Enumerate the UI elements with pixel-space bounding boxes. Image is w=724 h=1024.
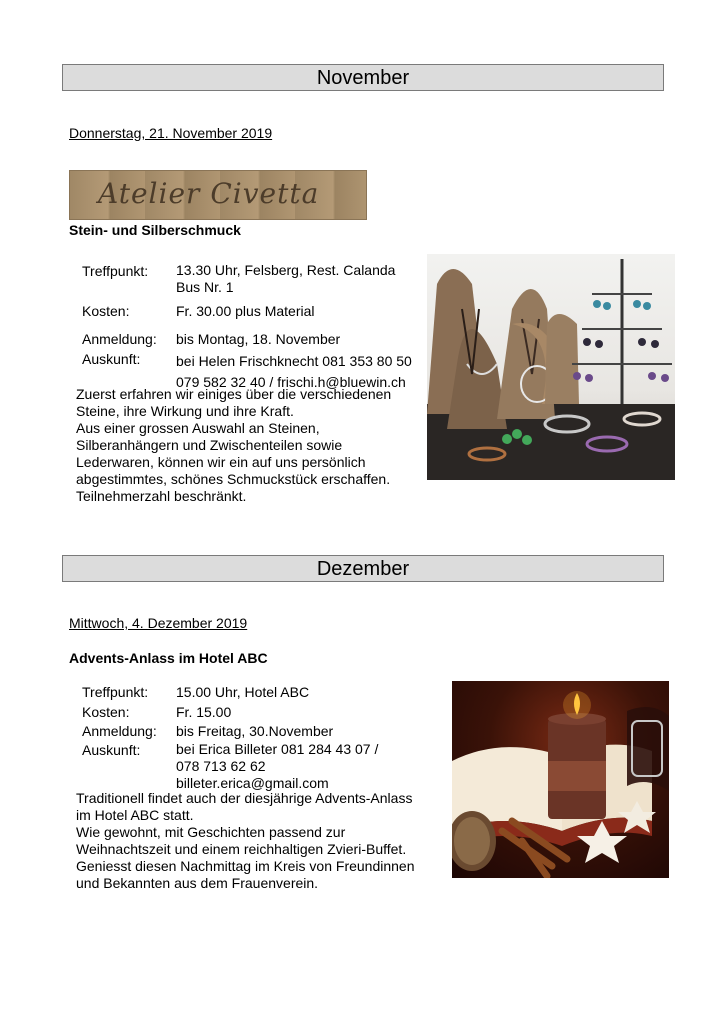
kosten-label-dezember: Kosten: — [82, 704, 130, 720]
treffpunkt-value: 13.30 Uhr, Felsberg, Rest. Calanda Bus Nr. 1 — [176, 262, 396, 295]
treffpunkt-value-dezember: 15.00 Uhr, Hotel ABC — [176, 684, 310, 700]
jewelry-illustration — [427, 254, 675, 480]
treffpunkt-label-dezember: Treffpunkt: — [82, 684, 149, 700]
month-header-dezember: Dezember — [62, 555, 664, 582]
auskunft-value: bei Helen Frischknecht 081 353 80 50 079 582 32 40 / frischi.h@bluewin.ch — [176, 353, 412, 390]
jewelry-display-photo — [427, 254, 675, 480]
auskunft-label-dezember: Auskunft: — [82, 742, 141, 758]
month-header-november: November — [62, 64, 664, 91]
auskunft-label: Auskunft: — [82, 351, 141, 367]
event-date-november: Donnerstag, 21. November 2019 — [69, 125, 273, 141]
advent-candle-photo — [452, 681, 669, 878]
anmeldung-label-dezember: Anmeldung: — [82, 723, 157, 739]
kosten-value-dezember: Fr. 15.00 — [176, 704, 232, 720]
anmeldung-label: Anmeldung: — [82, 331, 157, 347]
event-description-dezember: Traditionell findet auch der diesjährige Advents-Anlass im Hotel ABC statt. Wie gewohnt, mit Geschichten passend zur Weihnachtszeit und einem reichhaltigen Zvieri-Buffet. Geniesst diesen Nachmittag im Kreis von Freundinnen und Bekannten aus dem Frauenverein. — [76, 790, 415, 891]
event-title-dezember: Advents-Anlass im Hotel ABC — [69, 650, 268, 666]
auskunft-value-dezember: bei Erica Billeter 081 284 43 07 / 078 713 62 62 billeter.erica@gmail.com — [176, 741, 379, 791]
event-title-november: Stein- und Silberschmuck — [69, 222, 241, 238]
event-description-november: Zuerst erfahren wir einiges über die verschiedenen Steine, ihre Wirkung und ihre Kraft. Aus einer grossen Auswahl an Steinen, Silberanhängern und Zwischenteilen sowie Lederwaren, können wir ein auf uns persönlich abgestimmtes, schönes Schmuckstück erschaffen. Teilnehmerzahl beschränkt. — [76, 386, 392, 504]
logo-text: Atelier Civetta — [98, 177, 320, 210]
atelier-civetta-logo — [69, 170, 367, 220]
anmeldung-value: bis Montag, 18. November — [176, 331, 341, 347]
kosten-label: Kosten: — [82, 303, 130, 319]
treffpunkt-label: Treffpunkt: — [82, 263, 149, 279]
anmeldung-value-dezember: bis Freitag, 30.November — [176, 723, 334, 739]
event-date-dezember: Mittwoch, 4. Dezember 2019 — [69, 615, 248, 631]
kosten-value: Fr. 30.00 plus Material — [176, 303, 315, 319]
advent-illustration — [452, 681, 669, 878]
